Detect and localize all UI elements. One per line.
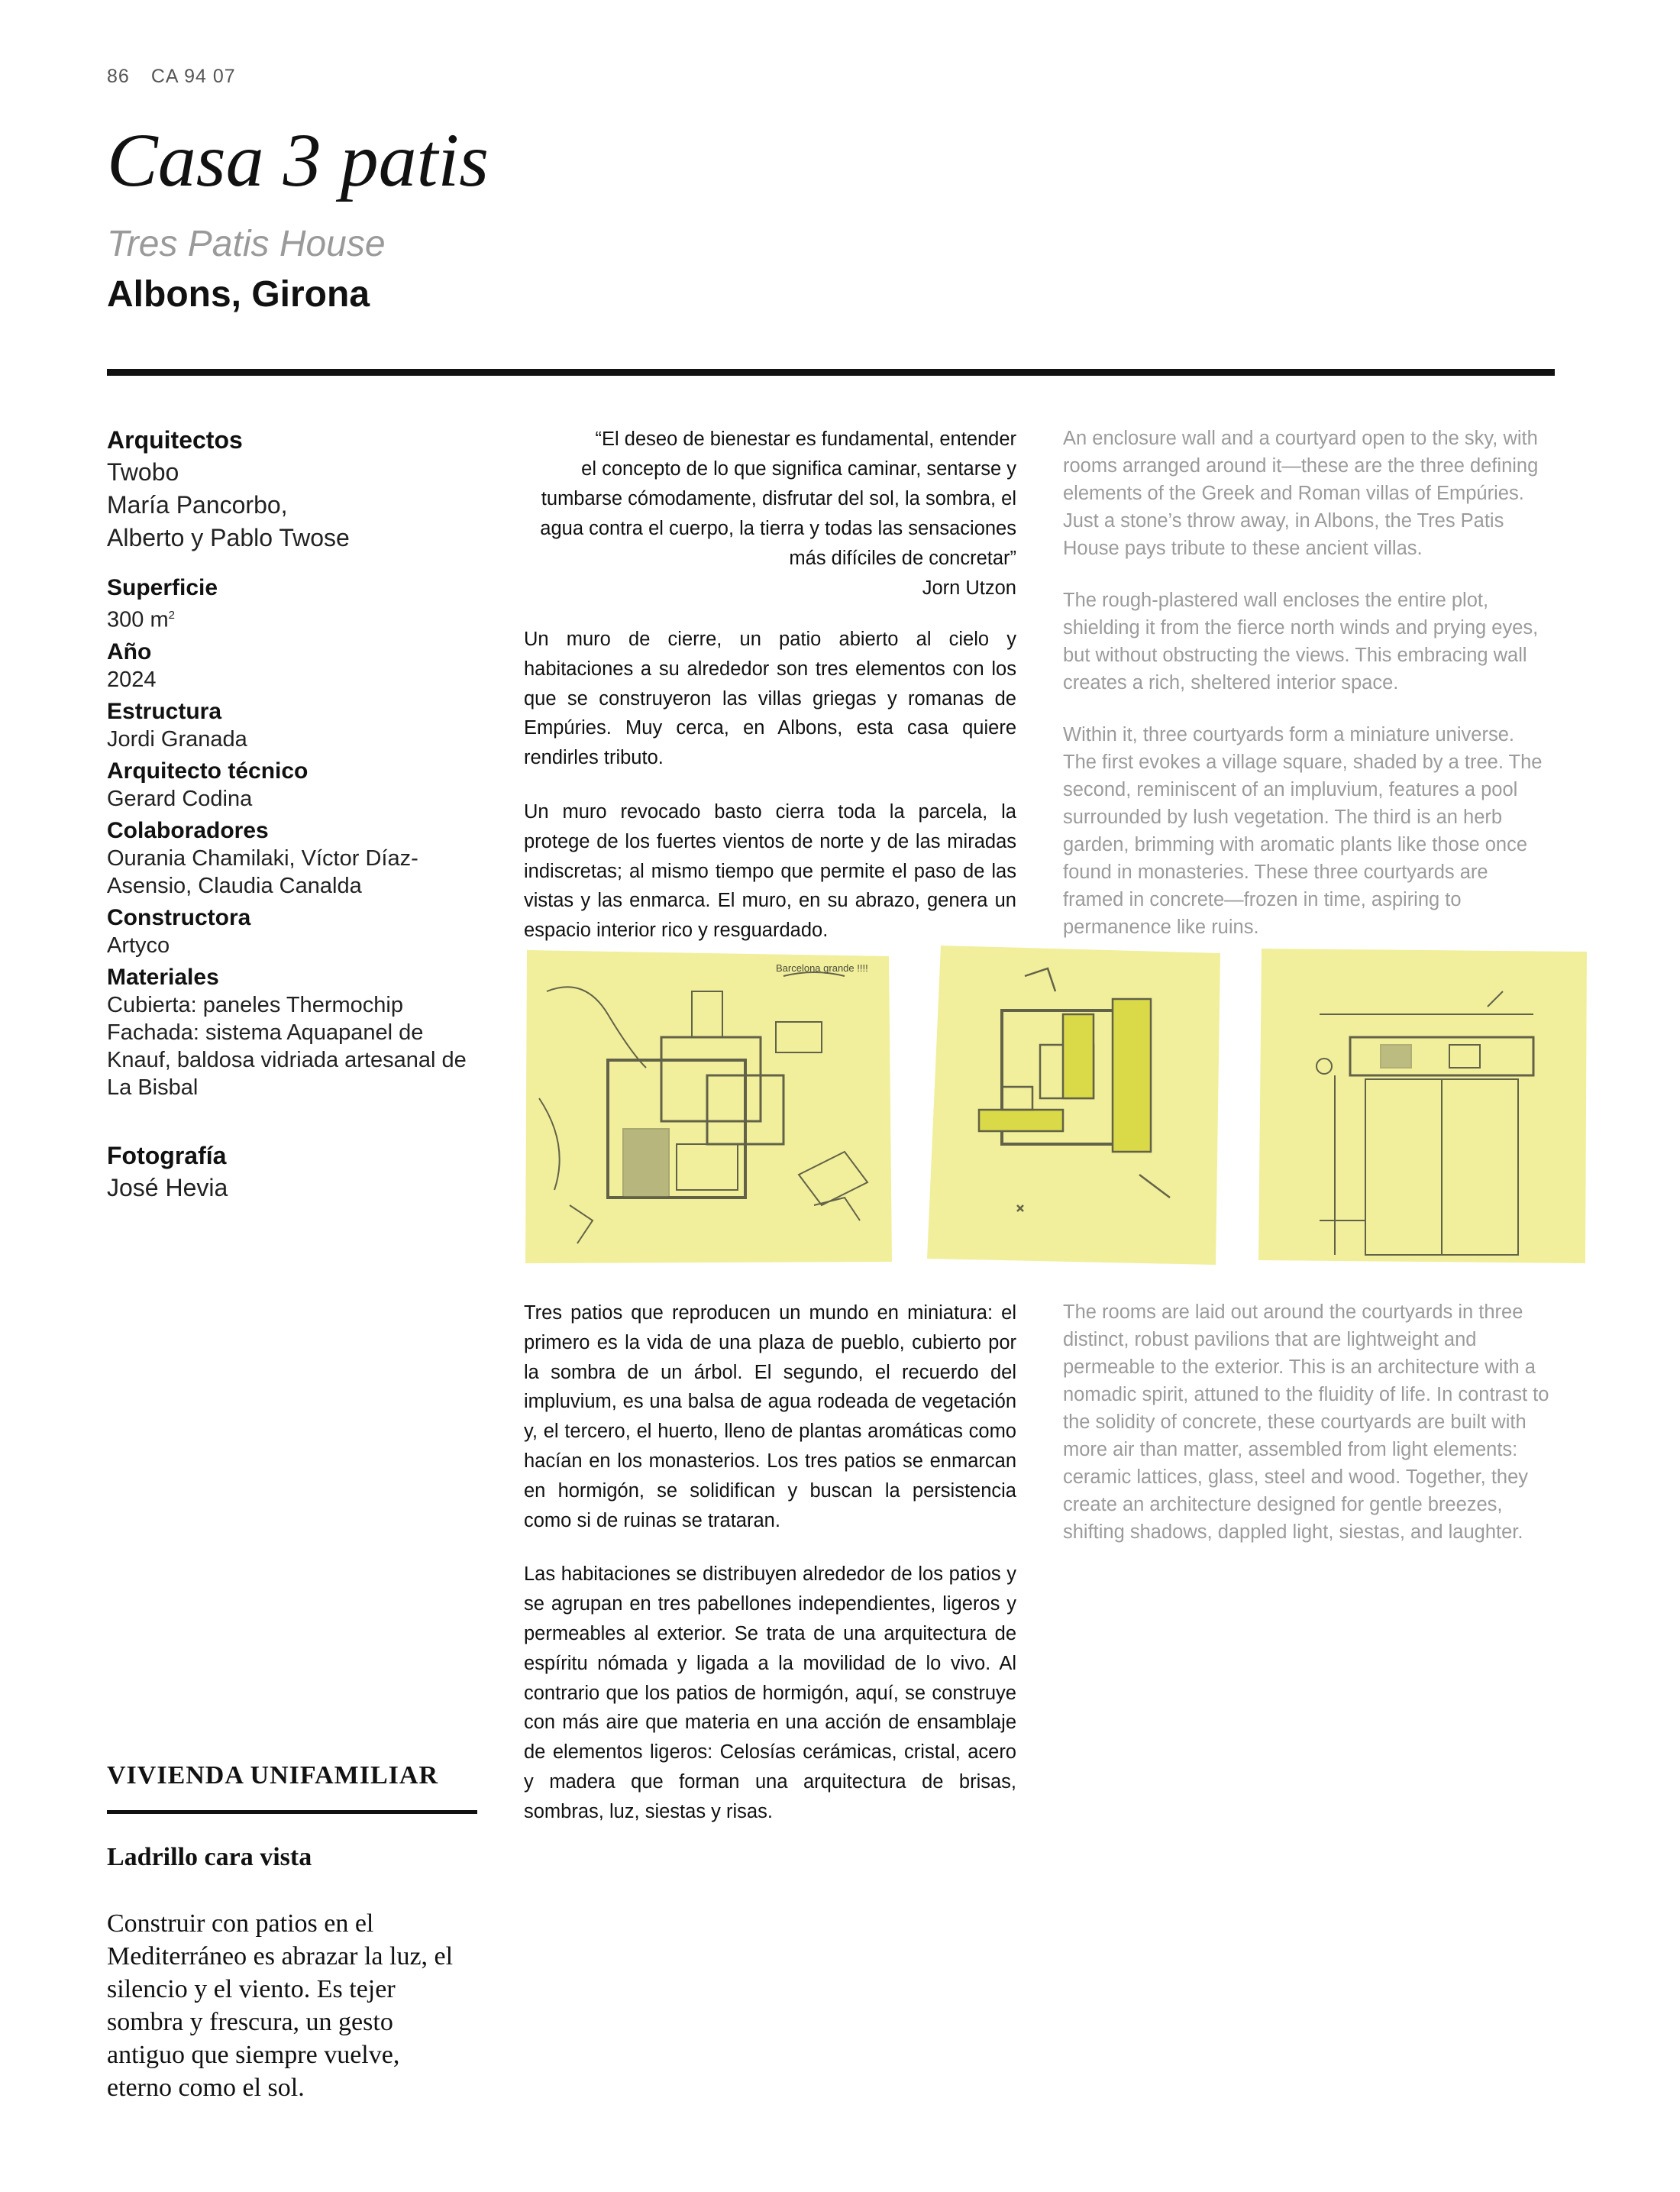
sketch-plan-2: [926, 946, 1223, 1266]
credit-photography: [107, 1140, 481, 1204]
credit-label: Arquitectos: [107, 426, 243, 454]
sketch-plan-1: [524, 946, 893, 1266]
english-text-top: [1063, 425, 1552, 965]
page-subtitle: Tres Patis House: [107, 224, 386, 264]
quote-line: agua contra el cuerpo, la tierra y todas las sensaciones: [540, 518, 1016, 539]
credit-label: Arquitecto técnico: [107, 758, 309, 784]
utzon-quote: [524, 425, 1016, 603]
sketch-paper: [1258, 949, 1587, 1263]
paragraph: An enclosure wall and a courtyard open to the sky, with rooms arranged around it—these are the three defining elements of the Greek and Roman villas of Empúries. Just a stone’s throw away, in Albons, the Tres Patis House pays tribute to these ancient villas.: [1063, 428, 1539, 559]
credit-surface: [107, 574, 481, 634]
credit-label: Superficie: [107, 575, 218, 600]
credit-value: Knauf, baldosa vidriada artesanal de: [107, 1047, 467, 1072]
credit-value: Asensio, Claudia Canalda: [107, 873, 362, 898]
page-title: Casa 3 patis: [107, 118, 489, 202]
paragraph: Tres patios que reproducen un mundo en miniatura: el primero es la vida de una plaza de pueblo, cubierto por la sombra de un árbol. El segundo, el recuerdo del impluvium, es una balsa de agua rodeada de vegetación y, el tercero, el huerto, lleno de plantas aromáticas como hacían en los monasterios. Los tres patios se enmarcan en hormigón, se solidifican y buscan la persistencia como si de ruinas se trataran.: [524, 1302, 1016, 1531]
credit-value: Artyco: [107, 933, 170, 958]
credit-label: Colaboradores: [107, 817, 269, 843]
issue-code: CA 94 07: [150, 66, 236, 87]
credits-column: [107, 424, 481, 1209]
credit-value: Fachada: sistema Aquapanel de: [107, 1020, 424, 1045]
category-subtitle: Ladrillo cara vista: [107, 1843, 312, 1871]
sketch-paper: [525, 950, 892, 1263]
credit-value: Alberto y Pablo Twose: [107, 524, 350, 551]
credit-label: Materiales: [107, 964, 219, 990]
page-number: 86: [107, 66, 130, 87]
category-text: Construir con patios en el Mediterráneo es abrazar la luz, el silencio y el viento. Es tejer sombra y frescura, un gesto antiguo que siempre vuelve, eterno como el sol.: [107, 1909, 454, 2102]
credit-value: La Bisbal: [107, 1075, 199, 1100]
quote-line: “El deseo de bienestar es fundamental, entender: [595, 428, 1016, 450]
spanish-text-bottom: [524, 1298, 1016, 1851]
header-divider: [107, 369, 1555, 376]
sketch-paper: [927, 946, 1220, 1265]
credit-value: [107, 602, 481, 634]
credit-collaborators: [107, 817, 481, 900]
page-header: [107, 66, 257, 88]
category-box: [107, 1761, 477, 2104]
credit-label: Estructura: [107, 698, 222, 724]
credit-label: Fotografía: [107, 1141, 227, 1169]
credit-value: José Hevia: [107, 1173, 228, 1201]
credit-builder: [107, 904, 481, 959]
credit-year: [107, 639, 481, 693]
credit-label: Año: [107, 639, 152, 664]
quote-line: más difíciles de concretar”: [789, 548, 1016, 569]
credit-value: Jordi Granada: [107, 726, 247, 752]
paragraph: Las habitaciones se distribuyen alrededor de los patios y se agrupan en tres pabellones independientes, ligeros y permeables al exterior. Se trata de una arquitectura de espíritu nómada y ligada a la movilidad de lo vivo. Al contrario que los patios de hormigón, aquí, se construye con más aire que materia en una acción de ensamblaje de elementos ligeros: Celosías cerámicas, cristal, acero y madera que forman una arquitectura de brisas, sombras, luz, siestas y risas.: [524, 1563, 1016, 1822]
sketch-note: Barcelona grande !!!!: [776, 962, 868, 974]
credit-materials: [107, 964, 481, 1101]
quote-line: tumbarse cómodamente, disfrutar del sol, la sombra, el: [541, 488, 1016, 509]
quote-author: Jorn Utzon: [922, 577, 1016, 599]
credit-value: Ourania Chamilaki, Víctor Díaz-: [107, 845, 418, 871]
spanish-text-top: [524, 625, 1016, 970]
paragraph: Un muro revocado basto cierra toda la parcela, la protege de los fuertes vientos de norte y de las miradas indiscretas; al mismo tiempo que permite el paso de las vistas y las enmarca. El muro, en su abrazo, genera un espacio interior rico y resguardado.: [524, 800, 1016, 942]
project-location: Albons, Girona: [107, 274, 370, 315]
credit-value: Gerard Codina: [107, 786, 253, 811]
credit-value: María Pancorbo,: [107, 491, 288, 519]
category-title: VIVIENDA UNIFAMILIAR: [107, 1761, 439, 1789]
credit-value: Twobo: [107, 458, 179, 486]
quote-line: el concepto de lo que significa caminar, sentarse y: [581, 458, 1016, 480]
paragraph: The rough-plastered wall encloses the entire plot, shielding it from the fierce north winds and prying eyes, but without obstructing the views. This embracing wall creates a rich, sheltered interior space.: [1063, 590, 1539, 693]
paragraph: The rooms are laid out around the courtyards in three distinct, robust pavilions that are lightweight and permeable to the exterior. This is an architecture with a nomadic spirit, attuned to the fluidity of life. In contrast to the solidity of concrete, these courtyards are built with more air than matter, assembled from light elements: ceramic lattices, glass, steel and wood. Together, they create an architecture designed for gentle breezes, shifting shadows, dappled light, siestas, and laughter.: [1063, 1301, 1549, 1543]
credit-value: Cubierta: paneles Thermochip: [107, 992, 403, 1017]
sketch-section-3: [1258, 946, 1588, 1266]
surface-unit-sup: 2: [168, 609, 175, 622]
paragraph: Un muro de cierre, un patio abierto al cielo y habitaciones a su alrededor son tres elementos con los que se construyeron las villas griegas y romanas de Empúries. Muy cerca, en Albons, esta casa quiere rendirles tributo.: [524, 629, 1016, 769]
credit-architects: [107, 424, 481, 554]
credit-label: Constructora: [107, 904, 251, 930]
credit-technical: [107, 758, 481, 813]
surface-value: 300 m: [107, 607, 169, 632]
english-text-bottom: [1063, 1298, 1552, 1570]
credit-structure: [107, 698, 481, 753]
category-divider: [107, 1810, 477, 1814]
paragraph: Within it, three courtyards form a miniature universe. The first evokes a village square, shaded by a tree. The second, reminiscent of an impluvium, features a pool surrounded by lush vegetation. The third is an herb garden, brimming with aromatic plants like those once found in monasteries. These three courtyards are framed in concrete—frozen in time, aspiring to permanence like ruins.: [1063, 724, 1543, 938]
credit-value: 2024: [107, 667, 157, 692]
